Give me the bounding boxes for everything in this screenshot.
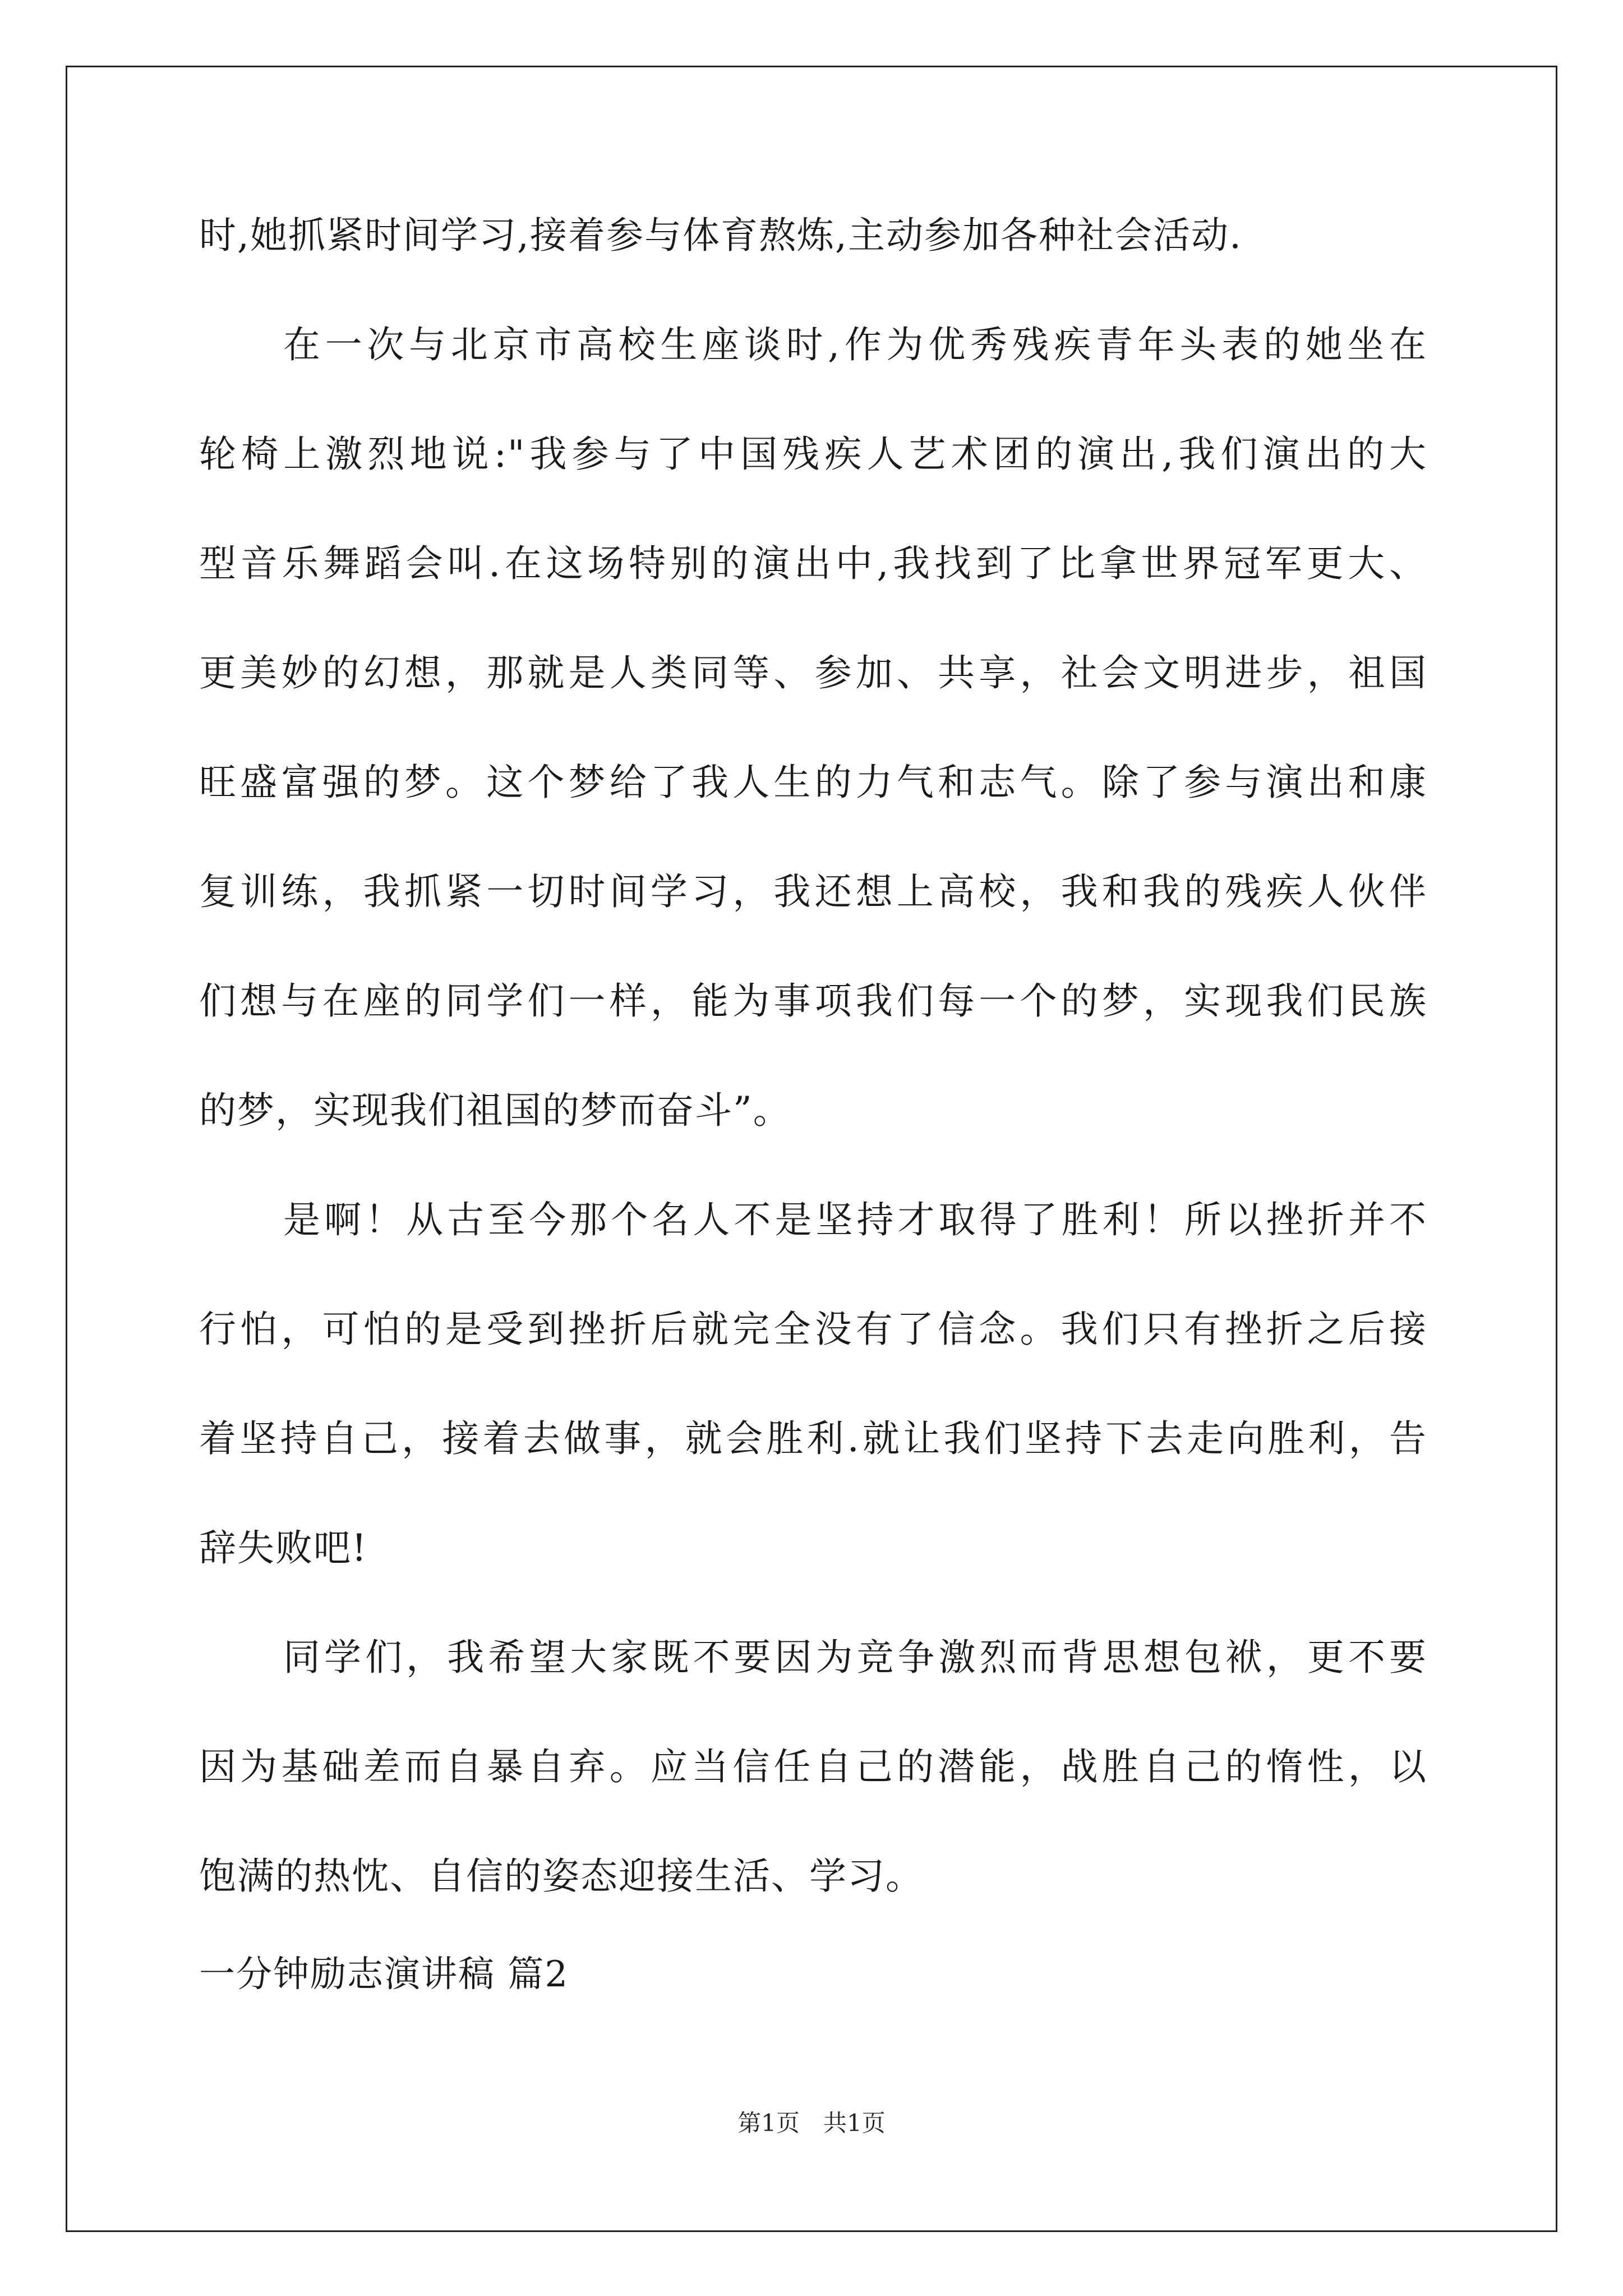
text-line: 旺盛富强的梦。这个梦给了我人生的力气和志气。除了参与演出和康	[199, 761, 1427, 804]
text-line: 更美妙的幻想，那就是人类同等、参加、共享，社会文明进步，祖国	[199, 651, 1427, 694]
text-line: 饱满的热忱、自信的姿态迎接生活、学习。	[199, 1855, 924, 1898]
text-line: 因为基础差而自暴自弃。应当信任自己的潜能，战胜自己的惰性，以	[199, 1745, 1427, 1788]
page-border	[66, 66, 1557, 2232]
text-line: 的梦，实现我们祖国的梦而奋斗”。	[199, 1089, 791, 1132]
text-line: 行怕，可怕的是受到挫折后就完全没有了信念。我们只有挫折之后接	[199, 1308, 1427, 1351]
section-heading: 一分钟励志演讲稿 篇2	[199, 1954, 569, 1995]
text-line: 着坚持自己，接着去做事，就会胜利.就让我们坚持下去走向胜利，告	[199, 1417, 1427, 1460]
text-line: 型音乐舞蹈会叫.在这场特别的演出中,我找到了比拿世界冠军更大、	[199, 542, 1427, 585]
paragraph-first-line: 同学们，我希望大家既不要因为竞争激烈而背思想包袱，更不要	[283, 1636, 1427, 1679]
text-line: 时,她抓紧时间学习,接着参与体育熬炼,主动参加各种社会活动.	[199, 214, 1242, 257]
paragraph-first-line: 是啊！从古至今那个名人不是坚持才取得了胜利！所以挫折并不	[283, 1198, 1427, 1241]
text-line: 复训练，我抓紧一切时间学习，我还想上高校，我和我的残疾人伙伴	[199, 870, 1427, 913]
paragraph-first-line: 在一次与北京市高校生座谈时,作为优秀残疾青年头表的她坐在	[283, 323, 1427, 366]
page-footer: 第1页 共1页	[737, 2109, 886, 2137]
text-line: 轮椅上激烈地说:"我参与了中国残疾人艺术团的演出,我们演出的大	[199, 432, 1427, 476]
text-line: 辞失败吧!	[199, 1526, 368, 1570]
text-line: 们想与在座的同学们一样，能为事项我们每一个的梦，实现我们民族	[199, 979, 1427, 1023]
